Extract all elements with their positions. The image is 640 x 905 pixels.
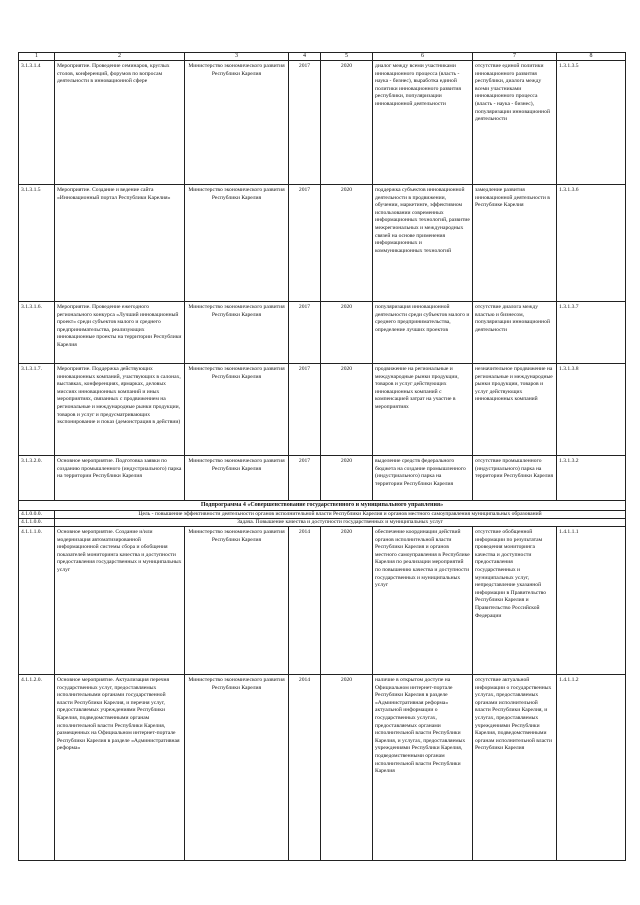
expected-result: выделение средств федерального бюджета на создание промышленного (индустриального) парка на территории Республики Карелия (373, 456, 473, 501)
executor: Министерство экономического развития Республики Карелия (185, 527, 289, 675)
expected-result: диалог между всеми участниками инновационного процесса (власть - наука - бизнес), выработка единой политики инновационного развития республики, популяризации инновационной деятельности (373, 61, 473, 185)
indicator-link: 1.3.1.3.7 (557, 302, 626, 364)
goal-number: 4.1.0.0.0. (19, 511, 55, 519)
indicator-link: 1.3.1.3.6 (557, 185, 626, 302)
start-year: 2014 (289, 675, 321, 861)
end-year: 2020 (321, 675, 373, 861)
column-number: 7 (473, 53, 557, 61)
subprogram-row (19, 501, 626, 511)
non-implementation-consequence: отсутствие единой политики инновационного развития республики, диалога между всеми участниками инновационного процесса (власть - наука - бизнес), популяризации инновационной деятельности (473, 61, 557, 185)
row-number: 4.1.1.2.0. (19, 675, 55, 861)
executor: Министерство экономического развития Республики Карелия (185, 61, 289, 185)
table-row (19, 364, 626, 456)
end-year: 2020 (321, 527, 373, 675)
non-implementation-consequence: отсутствие обобщенной информации по результатам проведения мониторинга качества и доступности предоставления государственных и муниципальных услуг, непредставление указанной информации в Правительство Республики Карелия и Правительство Российской Федерации (473, 527, 557, 675)
task-number: 4.1.1.0.0. (19, 519, 55, 527)
column-number-row (19, 53, 626, 61)
column-number: 6 (373, 53, 473, 61)
row-number: 3.1.3.1.5 (19, 185, 55, 302)
activity-name: Мероприятие. Проведение семинаров, круглых столов, конференций, форумов по вопросам деятельности в инновационной сфере (55, 61, 185, 185)
non-implementation-consequence: замедление развития инновационной деятельности в Республике Карелия (473, 185, 557, 302)
column-number: 8 (557, 53, 626, 61)
executor: Министерство экономического развития Республики Карелия (185, 675, 289, 861)
column-number: 5 (321, 53, 373, 61)
expected-result: обеспечение координации действий органов исполнительной власти Республики Карелия и органов местного самоуправления в Республике Карелия по реализации мероприятий по повышению качества и доступности государственных и муниципальных услуг (373, 527, 473, 675)
indicator-link: 1.3.1.3.5 (557, 61, 626, 185)
task-text: Задача. Повышение качества и доступности государственных и муниципальных услуг (55, 519, 626, 527)
activity-name: Мероприятие. Создание и ведение сайта «Инновационный портал Республики Карелия» (55, 185, 185, 302)
activity-name: Основное мероприятие. Создание и/или модернизация автоматизированной информационной системы сбора и обобщения показателей мониторинга качества и доступности предоставления государственных и муниципальных услуг (55, 527, 185, 675)
table-row (19, 61, 626, 185)
activity-name: Основное мероприятие. Актуализация перечня государственных услуг, предоставляемых исполнительными органами государственной власти Республики Карелия, и перечня услуг, предоставляемых учреждениями Республики Карелия, подведомственными органам исполнительной власти Республики Карелия, размещенных на Официальном интернет-портале Республики Карелия в разделе «Административная реформа» (55, 675, 185, 861)
end-year: 2020 (321, 364, 373, 456)
expected-result: продвижение на региональные и международные рынки продукции, товаров и услуг действующих инновационных компаний с компенсацией затрат на участие в мероприятиях (373, 364, 473, 456)
start-year: 2017 (289, 185, 321, 302)
executor: Министерство экономического развития Республики Карелия (185, 456, 289, 501)
executor: Министерство экономического развития Республики Карелия (185, 185, 289, 302)
indicator-link: 1.3.1.3.8 (557, 364, 626, 456)
table-row (19, 456, 626, 501)
expected-result: поддержка субъектов инновационной деятельности в продвижении, обучении, маркетинге, эффективном использовании современных информационных технологий, развитие межрегиональных и международных связей на основе применения информационных и коммуникационных технологий (373, 185, 473, 302)
activity-name: Мероприятие. Поддержка действующих инновационных компаний, участвующих в салонах, выставках, конференциях, ярмарках, деловых миссиях инновационных компаний и иных мероприятиях, связанных с продвижением на региональные и международные рынки продукции, товаров и услуг и предусматривающих экспонирование и показ (демонстрация в действии) (55, 364, 185, 456)
indicator-link: 1.4.1.1.2 (557, 675, 626, 861)
column-number: 4 (289, 53, 321, 61)
column-number: 1 (19, 53, 55, 61)
start-year: 2017 (289, 364, 321, 456)
program-activities-table (18, 52, 626, 861)
expected-result: наличие в открытом доступе на Официальном интернет-портале Республики Карелия в разделе «Административная реформа» актуальной информации о государственных услугах, предоставляемых органами исполнительной власти Республики Карелия, и услугах, предоставляемых учреждениями Республики Карелия, подведомственными органам исполнительной власти Республики Карелия (373, 675, 473, 861)
expected-result: популяризация инновационной деятельности среди субъектов малого и среднего предпринимательства, определение лучших проектов (373, 302, 473, 364)
goal-row (19, 511, 626, 519)
subprogram-title: Подпрограмма 4 «Совершенствование государственного и муниципального управления» (19, 501, 626, 511)
indicator-link: 1.3.1.3.2 (557, 456, 626, 501)
activity-name: Основное мероприятие. Подготовка заявки по созданию промышленного (индустриального) парка на территории Республики Карелия (55, 456, 185, 501)
start-year: 2017 (289, 456, 321, 501)
row-number: 3.1.3.2.0. (19, 456, 55, 501)
non-implementation-consequence: отсутствие диалога между властью и бизнесом, популяризации инновационной деятельности (473, 302, 557, 364)
row-number: 3.1.3.1.6. (19, 302, 55, 364)
end-year: 2020 (321, 185, 373, 302)
executor: Министерство экономического развития Республики Карелия (185, 302, 289, 364)
indicator-link: 1.4.1.1.1 (557, 527, 626, 675)
row-number: 4.1.1.1.0. (19, 527, 55, 675)
table-row (19, 675, 626, 861)
end-year: 2020 (321, 302, 373, 364)
table-row (19, 302, 626, 364)
task-row (19, 519, 626, 527)
end-year: 2020 (321, 61, 373, 185)
table-row (19, 185, 626, 302)
row-number: 3.1.3.1.4 (19, 61, 55, 185)
start-year: 2014 (289, 527, 321, 675)
non-implementation-consequence: отсутствие актуальной информации о государственных услугах, предоставляемых органами исполнительной власти Республики Карелия, и услугах, предоставляемых учреждениями Республики Карелия, подведомственными органам исполнительной власти Республики Карелия (473, 675, 557, 861)
non-implementation-consequence: отсутствие промышленного (индустриального) парка на территории Республики Карелия (473, 456, 557, 501)
table-row (19, 527, 626, 675)
goal-text: Цель - повышение эффективности деятельности органов исполнительной власти Республики Карелия и органов местного самоуправления муниципальных образований (55, 511, 626, 519)
column-number: 3 (185, 53, 289, 61)
executor: Министерство экономического развития Республики Карелия (185, 364, 289, 456)
row-number: 3.1.3.1.7. (19, 364, 55, 456)
start-year: 2017 (289, 302, 321, 364)
start-year: 2017 (289, 61, 321, 185)
end-year: 2020 (321, 456, 373, 501)
column-number: 2 (55, 53, 185, 61)
activity-name: Мероприятие. Проведение ежегодного регионального конкурса «Лучший инновационный проект» среди субъектов малого и среднего предпринимательства, реализующих инновационные проекты на территории Республики Карелия (55, 302, 185, 364)
non-implementation-consequence: незначительное продвижение на региональные и международные рынки продукции, товаров и услуг действующих инновационных компаний (473, 364, 557, 456)
